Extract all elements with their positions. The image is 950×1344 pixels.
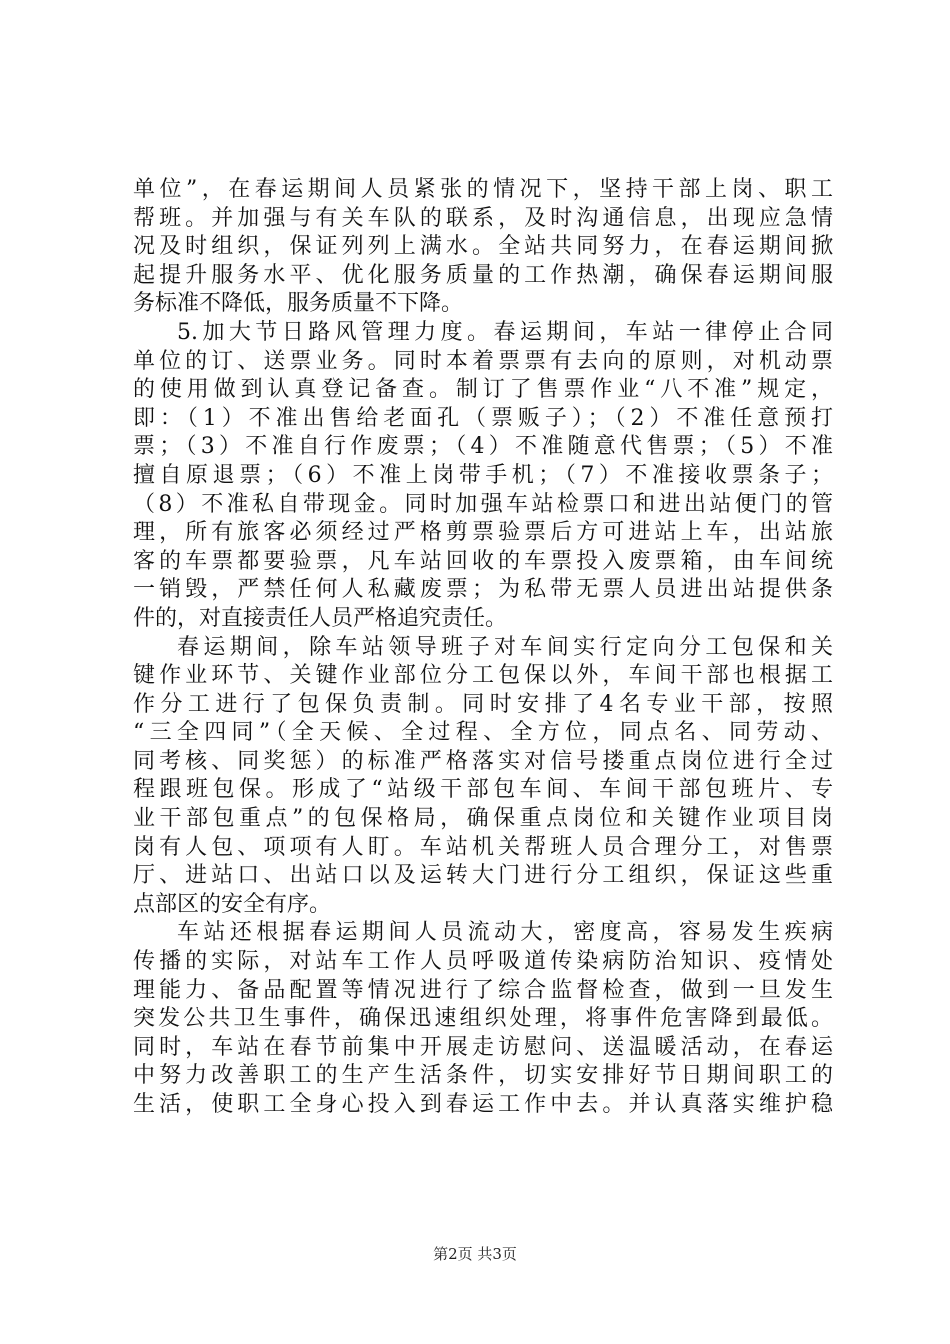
text-line: 客的车票都要验票，凡车站回收的车票投入废票箱，由车间统 [133, 548, 833, 574]
text-line: 键作业环节、关键作业部位分工包保以外，车间干部也根据工 [133, 663, 833, 689]
text-line: 春运期间，除车站领导班子对车间实行定向分工包保和关 [177, 634, 833, 660]
text-line: 点部区的安全有序。 [133, 891, 332, 917]
text-line: 5.加大节日路风管理力度。春运期间，车站一律停止合同 [177, 319, 833, 345]
text-line: 起提升服务水平、优化服务质量的工作热潮，确保春运期间服 [133, 262, 833, 288]
text-line: 务标准不降低，服务质量不下降。 [133, 291, 464, 317]
text-line: 车站还根据春运期间人员流动大，密度高，容易发生疾病 [177, 920, 833, 946]
text-line: 单位的订、送票业务。同时本着票票有去向的原则，对机动票 [133, 348, 833, 374]
text-line: 件的，对直接责任人员严格追究责任。 [133, 605, 508, 631]
text-line: 理能力、备品配置等情况进行了综合监督检查，做到一旦发生 [133, 977, 833, 1003]
document-body [133, 176, 833, 1120]
text-line: 的使用做到认真登记备查。制订了售票作业“八不准”规定， [133, 377, 833, 403]
text-line: 即：（1）不准出售给老面孔（票贩子）；（2）不准任意预打 [133, 405, 833, 431]
text-line: 程跟班包保。形成了“站级干部包车间、车间干部包班片、专 [133, 777, 833, 803]
text-line: 帮班。并加强与有关车队的联系，及时沟通信息，出现应急情 [133, 205, 833, 231]
text-line: 同考核、同奖惩）的标准严格落实对信号搂重点岗位进行全过 [133, 748, 833, 774]
text-line: 作分工进行了包保负责制。同时安排了4名专业干部，按照 [133, 691, 833, 717]
text-line: 理，所有旅客必须经过严格剪票验票后方可进站上车，出站旅 [133, 520, 833, 546]
text-line: 单位”，在春运期间人员紧张的情况下，坚持干部上岗、职工 [133, 177, 833, 202]
text-line: 一销毁，严禁任何人私藏废票；为私带无票人员进出站提供条 [133, 577, 833, 603]
text-line: 传播的实际，对站车工作人员呼吸道传染病防治知识、疫情处 [133, 949, 833, 975]
page-footer: 第2页 共3页 [433, 1245, 517, 1263]
text-line: 厅、进站口、出站口以及运转大门进行分工组织，保证这些重 [133, 863, 833, 889]
text-line: 票；（3）不准自行作废票；（4）不准随意代售票；（5）不准 [133, 434, 833, 460]
text-line: 业干部包重点”的包保格局，确保重点岗位和关键作业项目岗 [133, 806, 833, 832]
text-line: 同时，车站在春节前集中开展走访慰问、送温暖活动，在春运 [133, 1034, 833, 1060]
text-line: 岗有人包、项项有人盯。车站机关帮班人员合理分工，对售票 [133, 834, 833, 860]
text-line: 突发公共卫生事件，确保迅速组织处理，将事件危害降到最低。 [133, 1006, 833, 1032]
text-line: “三全四同”（全天候、全过程、全方位，同点名、同劳动、 [133, 720, 833, 746]
text-line: （8）不准私自带现金。同时加强车站检票口和进出站便门的管 [133, 491, 833, 517]
text-line: 生活，使职工全身心投入到春运工作中去。并认真落实维护稳 [133, 1092, 833, 1117]
text-line: 中努力改善职工的生产生活条件，切实安排好节日期间职工的 [133, 1063, 833, 1089]
text-line: 况及时组织，保证列列上满水。全站共同努力，在春运期间掀 [133, 234, 833, 260]
text-line: 擅自原退票；（6）不准上岗带手机；（7）不准接收票条子； [133, 462, 833, 488]
